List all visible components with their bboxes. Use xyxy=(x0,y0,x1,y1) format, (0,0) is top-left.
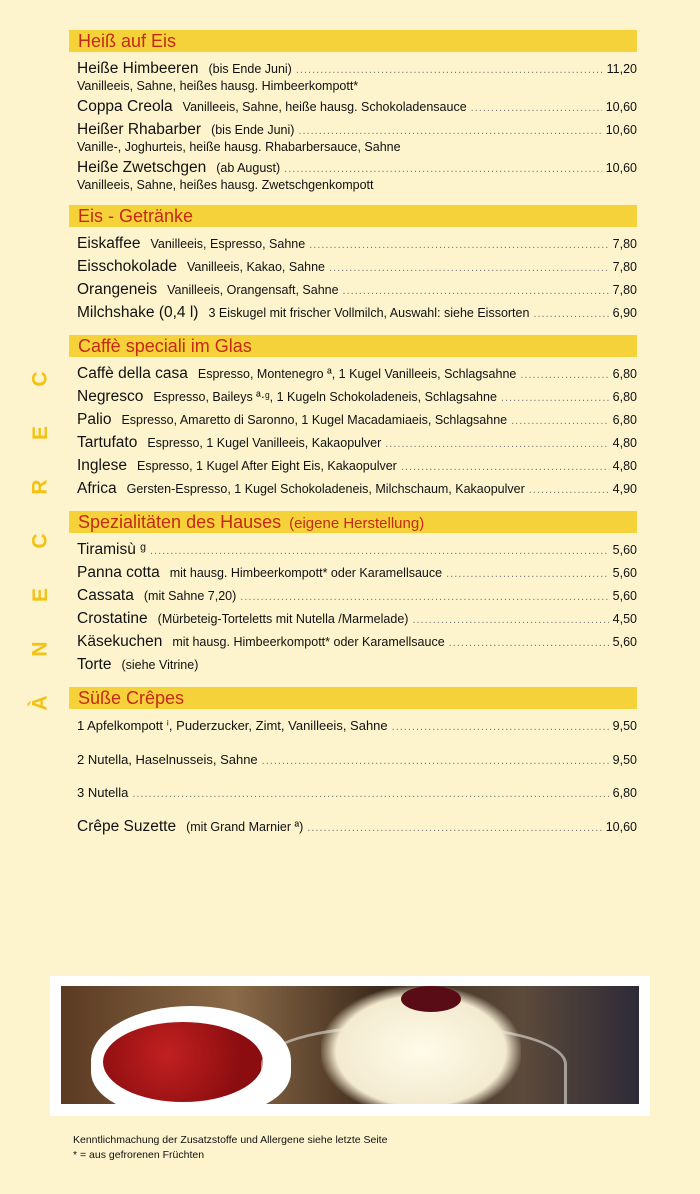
item-name: Milchshake (0,4 l) xyxy=(77,304,199,321)
item-description: Espresso, 1 Kugel After Eight Eis, Kakaopulver xyxy=(136,459,397,473)
side-letter: N xyxy=(28,641,52,657)
item-description: Vanilleeis, Orangensaft, Sahne xyxy=(167,283,339,297)
item-name: Negresco xyxy=(77,388,144,405)
item-price: 6,80 xyxy=(612,413,637,427)
item-description: Vanilleeis, Kakao, Sahne xyxy=(186,260,326,274)
item-description: (mit Grand Marnier ª) xyxy=(186,820,304,834)
side-letter: E xyxy=(28,425,52,441)
menu-item xyxy=(77,258,637,276)
section-title: Heiß auf Eis xyxy=(78,31,177,51)
item-price: 9,50 xyxy=(612,719,637,733)
section-title: Caffè speciali im Glas xyxy=(78,336,252,356)
section-header xyxy=(69,511,637,533)
menu-item xyxy=(77,752,637,767)
item-price: 9,50 xyxy=(612,753,637,767)
section-subtitle: (eigene Herstellung) xyxy=(289,515,425,532)
leader-dots xyxy=(240,591,608,603)
item-description: mit hausg. Himbeerkompott* oder Karamellsauce xyxy=(169,566,443,580)
dessert-photo-frame xyxy=(50,976,650,1116)
item-name: Coppa Creola xyxy=(77,98,173,115)
section-header xyxy=(69,205,637,227)
leader-dots xyxy=(392,721,609,733)
menu-item xyxy=(77,159,637,192)
item-name: Crêpe Suzette xyxy=(77,818,177,835)
item-price: 4,80 xyxy=(612,436,637,450)
menu-item-row xyxy=(77,633,637,651)
item-name: Torte xyxy=(77,656,112,673)
menu-item xyxy=(77,818,637,836)
item-ingredients: Vanilleeis, Sahne, heißes hausg. Zwetschgenkompott xyxy=(77,178,374,192)
item-price: 11,20 xyxy=(606,62,637,76)
item-description: mit hausg. Himbeerkompott* oder Karamellsauce xyxy=(172,635,445,649)
item-description: Vanilleeis, Sahne, heiße hausg. Schokoladensauce xyxy=(182,100,467,114)
item-description: Espresso, Montenegro ª, 1 Kugel Vanilleeis, Schlagsahne xyxy=(197,367,517,381)
menu-item-row xyxy=(77,159,637,177)
menu-item xyxy=(77,480,637,498)
item-name: 2 Nutella, Haselnusseis, Sahne xyxy=(77,752,258,767)
menu-item xyxy=(77,281,637,299)
menu-item-row xyxy=(77,365,637,383)
item-name: Tartufato xyxy=(77,434,138,451)
leader-dots xyxy=(284,163,602,175)
section-header xyxy=(69,30,637,52)
item-description: (mit Sahne 7,20) xyxy=(143,589,237,603)
menu-item xyxy=(77,564,637,582)
item-name: Cassata xyxy=(77,587,134,604)
item-name: Eisschokolade xyxy=(77,258,177,275)
leader-dots xyxy=(412,614,608,626)
item-name: Heiße Himbeeren xyxy=(77,60,199,77)
item-name: Africa xyxy=(77,480,117,497)
menu-item xyxy=(77,388,637,406)
leader-dots xyxy=(307,822,601,834)
menu-item-row xyxy=(77,564,637,582)
leader-dots xyxy=(511,415,609,427)
item-price: 7,80 xyxy=(612,237,637,251)
leader-dots xyxy=(446,568,609,580)
menu-section xyxy=(69,30,637,192)
menu-item xyxy=(77,610,637,628)
item-description: (Mürbeteig-Torteletts mit Nutella /Marmelade) xyxy=(157,612,409,626)
leader-dots xyxy=(329,262,609,274)
item-ingredients: Vanille-, Joghurteis, heiße hausg. Rhabarbersauce, Sahne xyxy=(77,140,401,154)
menu-item-row xyxy=(77,235,637,253)
side-letter: E xyxy=(28,587,52,603)
menu-item-row xyxy=(77,281,637,299)
section-header xyxy=(69,687,637,709)
item-name: Heiße Zwetschgen xyxy=(77,159,207,176)
menu-item-row xyxy=(77,304,637,322)
leader-dots xyxy=(533,308,608,320)
item-description: (bis Ende Juni) xyxy=(211,123,295,137)
menu-item xyxy=(77,656,637,674)
leader-dots xyxy=(132,788,608,800)
section-title: Süße Crêpes xyxy=(78,688,185,708)
item-price: 6,80 xyxy=(612,390,637,404)
menu-item xyxy=(77,60,637,93)
leader-dots xyxy=(449,637,609,649)
item-price: 5,60 xyxy=(612,635,637,649)
item-name: Crostatine xyxy=(77,610,148,627)
menu-item-row xyxy=(77,98,637,116)
raspberry-sauce xyxy=(103,1022,263,1102)
item-price: 5,60 xyxy=(612,566,637,580)
item-price: 7,80 xyxy=(612,283,637,297)
menu-item-row xyxy=(77,480,637,498)
menu-content xyxy=(69,30,637,854)
menu-item-row xyxy=(77,121,637,139)
leader-dots xyxy=(501,392,609,404)
item-description: Espresso, Baileys ª·ᵍ, 1 Kugeln Schokoladeneis, Schlagsahne xyxy=(153,390,497,404)
item-price: 4,90 xyxy=(612,482,637,496)
section-title: Spezialitäten des Hauses xyxy=(78,512,282,532)
footnote-allergens: Kenntlichmachung der Zusatzstoffe und Allergene siehe letzte Seite xyxy=(73,1134,388,1146)
menu-item xyxy=(77,98,637,116)
side-vertical-text xyxy=(22,370,56,748)
leader-dots xyxy=(401,461,609,473)
item-price: 10,60 xyxy=(605,820,637,834)
menu-item xyxy=(77,235,637,253)
leader-dots xyxy=(471,102,602,114)
side-letter: C xyxy=(28,533,52,549)
leader-dots xyxy=(529,484,609,496)
side-letter: R xyxy=(28,479,52,495)
item-description: (ab August) xyxy=(216,161,281,175)
menu-item-row xyxy=(77,457,637,475)
item-description: Espresso, 1 Kugel Vanilleeis, Kakaopulver xyxy=(147,436,382,450)
item-name: Käsekuchen xyxy=(77,633,163,650)
menu-item xyxy=(77,434,637,452)
side-letter: C xyxy=(28,371,52,387)
leader-dots xyxy=(385,438,608,450)
menu-item xyxy=(77,718,637,734)
side-letter: À xyxy=(28,695,52,711)
item-price: 6,80 xyxy=(612,367,637,381)
item-name: Panna cotta xyxy=(77,564,160,581)
item-price: 10,60 xyxy=(605,123,637,137)
footnote-frozen: * = aus gefrorenen Früchten xyxy=(73,1149,205,1161)
menu-item-row xyxy=(77,587,637,605)
menu-item-row xyxy=(77,388,637,406)
menu-section xyxy=(69,205,637,322)
item-name: Inglese xyxy=(77,457,127,474)
menu-item xyxy=(77,457,637,475)
menu-item-row xyxy=(77,434,637,452)
menu-item-row xyxy=(77,656,637,674)
leader-dots xyxy=(298,125,601,137)
menu-item-row xyxy=(77,411,637,429)
leader-dots xyxy=(150,545,609,557)
item-name: Caffè della casa xyxy=(77,365,188,382)
menu-item xyxy=(77,121,637,154)
menu-item-row xyxy=(77,818,637,836)
item-name: Tiramisù ᵍ xyxy=(77,541,146,558)
item-name: 1 Apfelkompott ⁱ, Puderzucker, Zimt, Vanilleeis, Sahne xyxy=(77,718,388,733)
menu-item-row xyxy=(77,785,637,800)
item-name: Orangeneis xyxy=(77,281,158,298)
menu-section xyxy=(69,687,637,836)
item-name: Eiskaffee xyxy=(77,235,141,252)
item-description: Espresso, Amaretto di Saronno, 1 Kugel Macadamiaeis, Schlagsahne xyxy=(121,413,508,427)
menu-section xyxy=(69,335,637,498)
item-price: 7,80 xyxy=(612,260,637,274)
item-name: Heißer Rhabarber xyxy=(77,121,202,138)
leader-dots xyxy=(520,369,608,381)
leader-dots xyxy=(343,285,609,297)
item-price: 4,80 xyxy=(612,459,637,473)
menu-item-row xyxy=(77,718,637,734)
section-header xyxy=(69,335,637,357)
item-price: 10,60 xyxy=(605,161,637,175)
menu-item xyxy=(77,304,637,322)
menu-item-row xyxy=(77,258,637,276)
item-description: (siehe Vitrine) xyxy=(121,658,199,672)
item-price: 4,50 xyxy=(612,612,637,626)
menu-item xyxy=(77,541,637,559)
item-description: Vanilleeis, Espresso, Sahne xyxy=(150,237,306,251)
item-description: (bis Ende Juni) xyxy=(208,62,292,76)
section-title: Eis - Getränke xyxy=(78,206,194,226)
menu-item-row xyxy=(77,610,637,628)
item-description: 3 Eiskugel mit frischer Vollmilch, Auswahl: siehe Eissorten xyxy=(208,306,530,320)
menu-item xyxy=(77,587,637,605)
leader-dots xyxy=(262,755,609,767)
menu-section xyxy=(69,511,637,674)
dessert-photo xyxy=(61,986,639,1104)
menu-item xyxy=(77,633,637,651)
item-name: Palio xyxy=(77,411,112,428)
item-price: 10,60 xyxy=(605,100,637,114)
item-description: Gersten-Espresso, 1 Kugel Schokoladeneis, Milchschaum, Kakaopulver xyxy=(126,482,525,496)
berry-topping xyxy=(401,986,461,1012)
menu-item-row xyxy=(77,60,637,78)
item-name: 3 Nutella xyxy=(77,785,129,800)
item-price: 6,80 xyxy=(612,786,637,800)
footnote xyxy=(73,1133,387,1163)
item-price: 5,60 xyxy=(612,589,637,603)
leader-dots xyxy=(309,239,608,251)
item-price: 5,60 xyxy=(612,543,637,557)
menu-item-row xyxy=(77,752,637,767)
menu-item xyxy=(77,365,637,383)
item-price: 6,90 xyxy=(612,306,637,320)
leader-dots xyxy=(296,64,603,76)
menu-item xyxy=(77,411,637,429)
menu-item xyxy=(77,785,637,800)
item-ingredients: Vanilleeis, Sahne, heißes hausg. Himbeerkompott* xyxy=(77,79,359,93)
menu-item-row xyxy=(77,541,637,559)
